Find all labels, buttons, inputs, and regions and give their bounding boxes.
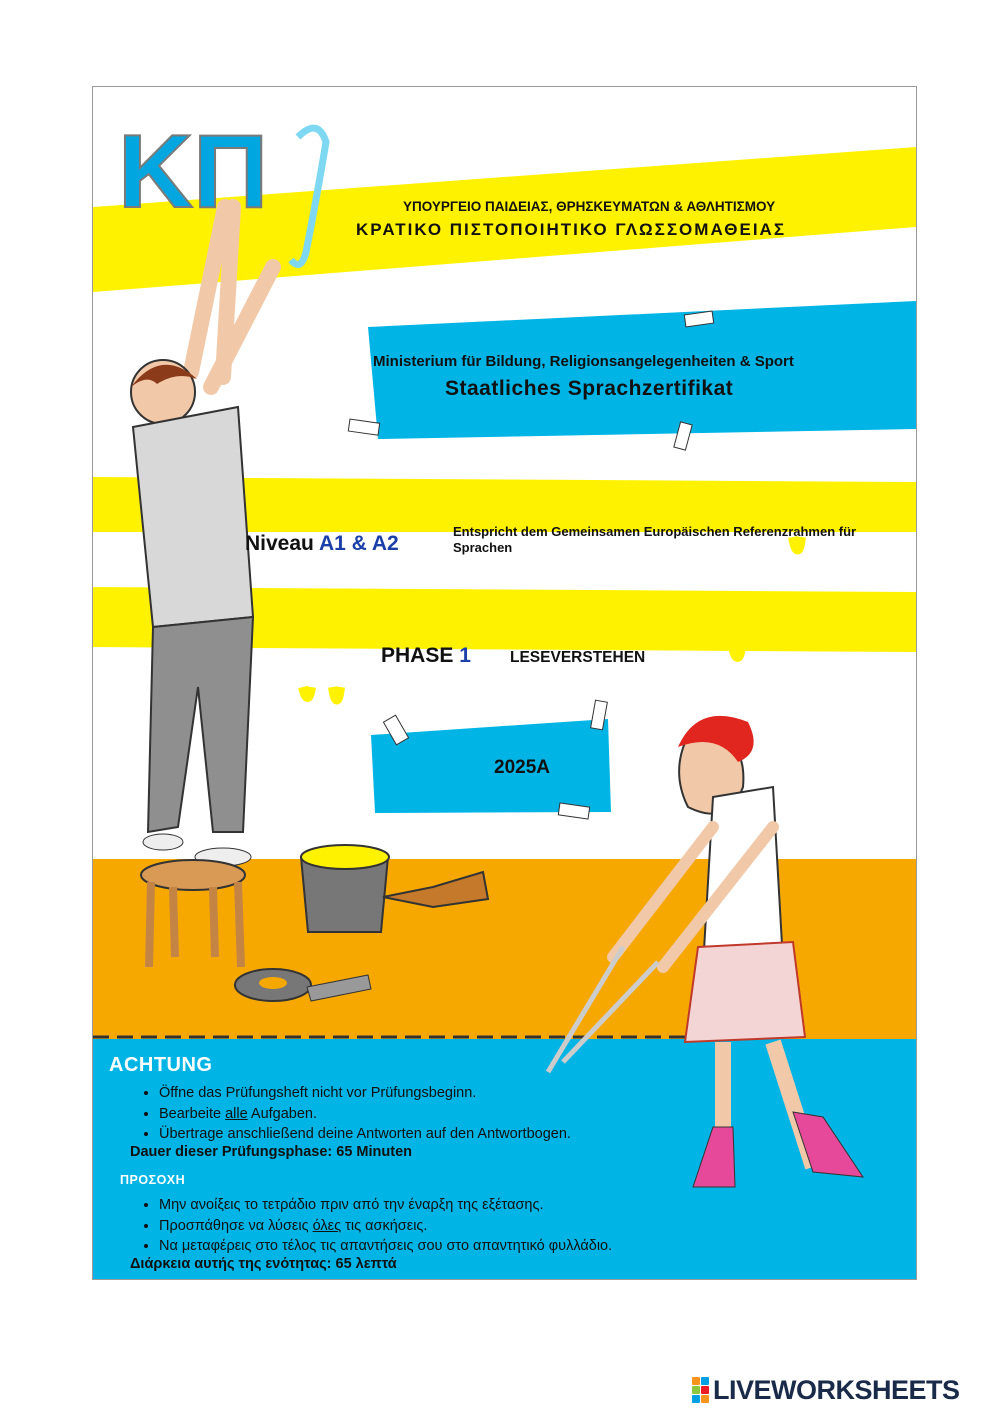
list-item: • Μην ανοίξεις το τετράδιο πριν από την έναρξη της εξέτασης. [159,1195,612,1216]
prosochi-duration: Διάρκεια αυτής της ενότητας: 65 λεπτά [130,1256,397,1272]
list-item: • Übertrage anschließend deine Antworten auf den Antwortbogen. [159,1124,571,1145]
achtung-list [129,1083,571,1145]
liveworksheets-icon [692,1377,709,1403]
level-value: A1 & A2 [318,532,399,555]
tape-piece [348,419,379,435]
list-item: • Bearbeite alle Aufgaben. [159,1104,571,1125]
phase-name: LESEVERSTEHEN [510,649,646,666]
german-ministry-title: Ministerium für Bildung, Religionsangelegenheiten & Sport [373,353,794,370]
liveworksheets-wordmark: LIVEWORKSHEETS [713,1374,960,1405]
prosochi-list [129,1195,612,1257]
level-description: Entspricht dem Gemeinsamen Europäischen Referenzrahmen für Sprachen [453,524,857,555]
german-certificate-title: Staatliches Sprachzertifikat [445,377,734,400]
phase-heading [381,644,471,668]
kp-logo-letters: ΚΠ [118,114,269,230]
liveworksheets-logo[interactable] [692,1376,960,1404]
exam-code: 2025A [494,757,550,778]
list-item: • Προσπάθησε να λύσεις όλες τις ασκήσεις. [159,1216,612,1237]
level-heading [245,532,399,556]
prosochi-title: ΠΡΟΣΟΧΗ [120,1173,186,1187]
phase-label: PHASE [381,644,454,667]
blue-banner-title [368,301,916,439]
phase-number: 1 [459,644,471,667]
greek-certificate-title: ΚΡΑΤΙΚΟ ΠΙΣΤΟΠΟΙΗΤΙΚΟ ΓΛΩΣΣΟΜΑΘΕΙΑΣ [356,220,787,239]
blue-banner-year [371,719,611,813]
list-item: • Να μεταφέρεις στο τέλος τις απαντήσεις σου στο απαντητικό φυλλάδιο. [159,1236,612,1257]
greek-ministry-title: ΥΠΟΥΡΓΕΙΟ ΠΑΙΔΕΙΑΣ, ΘΡΗΣΚΕΥΜΑΤΩΝ & ΑΘΛΗΤΙΣΜΟΥ [403,199,776,214]
exam-cover-page [92,86,917,1280]
achtung-duration: Dauer dieser Prüfungsphase: 65 Minuten [130,1144,413,1160]
list-item: • Öffne das Prüfungsheft nicht vor Prüfungsbeginn. [159,1083,571,1104]
achtung-title: ACHTUNG [109,1054,213,1076]
level-label: Niveau [245,532,314,555]
